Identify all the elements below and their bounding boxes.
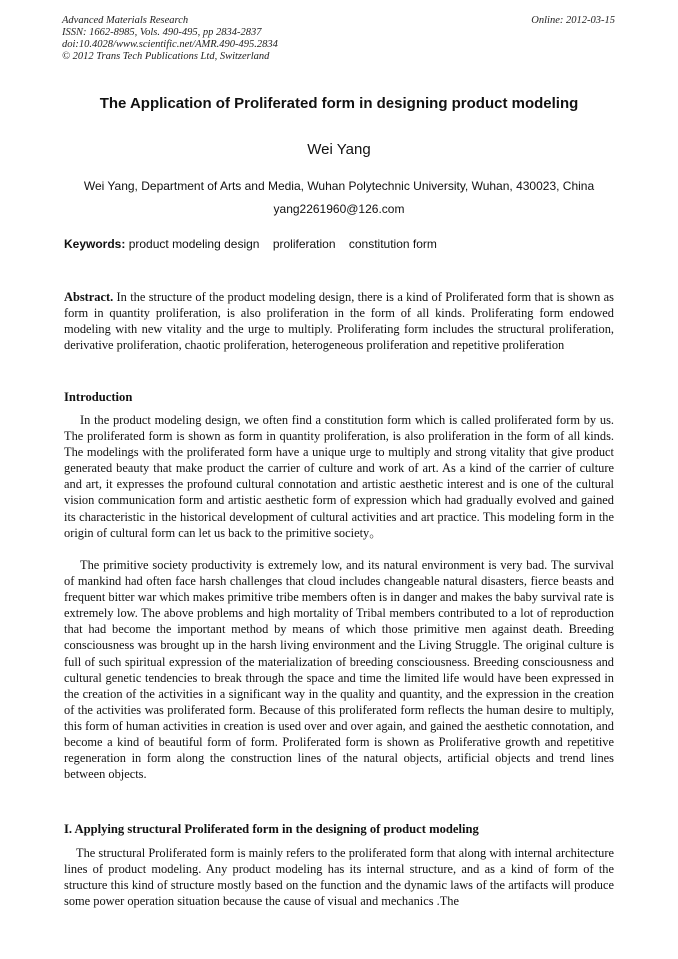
author-email: yang2261960@126.com xyxy=(273,202,405,216)
author-affiliation: Wei Yang, Department of Arts and Media, Wuhan Polytechnic University, Wuhan, 430023, China xyxy=(83,179,595,193)
journal-copyright: © 2012 Trans Tech Publications Ltd, Switzerland xyxy=(62,51,270,62)
journal-doi: doi:10.4028/www.scientific.net/AMR.490-495.2834 xyxy=(62,39,278,50)
paper-title: The Application of Proliferated form in designing product modeling xyxy=(99,95,579,112)
introduction-paragraph-1: In the product modeling design, we often find a constitution form which is called proliferated form by us. The proliferated form is shown as form in quantity proliferation, is also proliferation in the form of all kinds. The modelings with the proliferated form have a unique urge to multiply and strong vitality that give product generated beauty that make product the carrier of culture and work of art. As a kind of the carrier of culture and art, it expresses the profound cultural connotation and artistic aesthetic interest and is one of the cultural vision communication form and artistic aesthetic form of expression which had gradually evolved and gained its characteristic in the historical development of cultural activities and art practice. This modeling form in the origin of cultural form can let us back to the primitive society。 xyxy=(64,413,614,540)
journal-name: Advanced Materials Research xyxy=(62,15,189,26)
paper-author: Wei Yang xyxy=(307,141,371,158)
journal-header xyxy=(62,15,615,63)
keyword-item: product modeling design xyxy=(128,237,260,251)
keywords-label: Keywords: xyxy=(64,237,126,251)
keyword-item: constitution form xyxy=(348,237,437,251)
abstract xyxy=(64,289,614,353)
abstract-text: In the structure of the product modeling design, there is a kind of Proliferated form that is shown as form in quantity proliferation, is also proliferation in the form of all kinds. Proliferating form endowed modeling with new vitality and the urge to multiply. Proliferating form includes the structural proliferation, derivative proliferation, chaotic proliferation, heterogeneous proliferation and repetitive proliferation xyxy=(64,290,614,353)
journal-issn: ISSN: 1662-8985, Vols. 490-495, pp 2834-2837 xyxy=(62,27,262,38)
section-1-heading: I. Applying structural Proliferated form in the designing of product modeling xyxy=(64,822,479,836)
abstract-label: Abstract. xyxy=(64,290,114,304)
keywords xyxy=(64,237,624,251)
introduction-paragraph-2: The primitive society productivity is extremely low, and its natural environment is very bad. The survival of mankind had often face harsh challenges that cloud includes changeable natural disasters, fierce beasts and frequent bitter war which makes primitive tribe members often is in danger and makes the baby survival rate is extremely low. The above problems and high mortality of Tribal members contributed to a lot of reproduction that had become the important method by means of which those primitive men against death. Breeding consciousness was brought up in the harsh living environment and the Living Struggle. The original culture is full of such spiritual expression of the materialization of breeding consciousness. Breeding consciousness and cultural genetic tendencies to break through the space and time the limited life would have been expressed in the creation of the activities in a significant way in the quality and quantity, and the expression in the creation of the activities was proliferated form. Because of this proliferated form reflects the human desire to multiply, this form of human activities in creation is used over and over again, and gained the aesthetic connotation, and become a kind of beautiful form of form. Proliferated form is shown as Proliferative growth and repetitive regeneration in form along the construction lines of the natural objects, artificial objects and trend lines between objects. xyxy=(64,558,614,782)
online-date: Online: 2012-03-15 xyxy=(531,15,615,26)
section-1-paragraph-1: The structural Proliferated form is mainly refers to the proliferated form that along with internal architecture lines of product modeling. Any product modeling has its internal structure, and as a kind of form of the structure this kind of structure mostly based on the function and the dynamic laws of the artifacts will produce some power operation situation because the cause of visual and mechanics .The xyxy=(64,846,614,909)
introduction-heading: Introduction xyxy=(64,390,133,404)
keyword-item: proliferation xyxy=(272,237,336,251)
